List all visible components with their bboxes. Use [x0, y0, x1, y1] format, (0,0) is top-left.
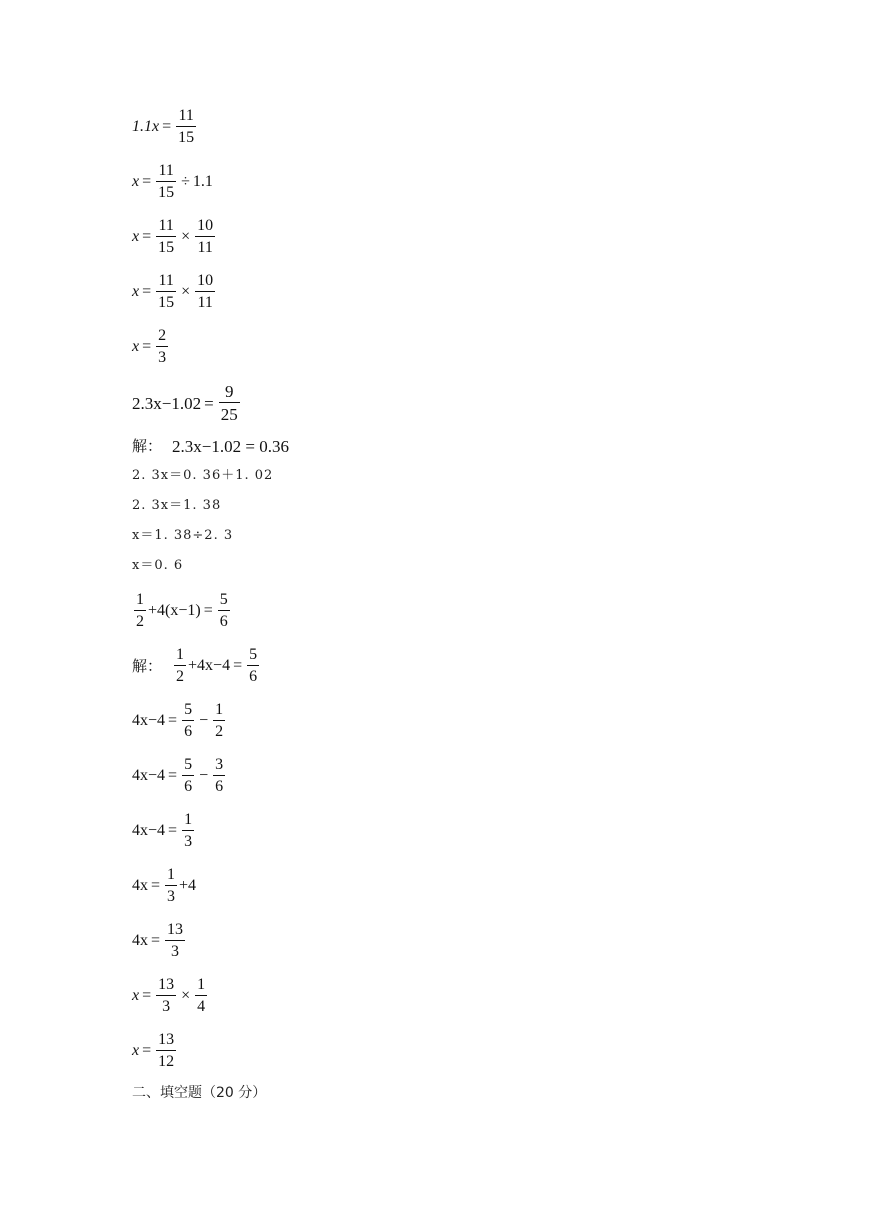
denominator: 6: [249, 668, 258, 685]
solution-label: 解：: [132, 656, 163, 675]
equation-step: [132, 867, 196, 905]
fraction: [182, 757, 194, 795]
fraction: [213, 702, 225, 740]
equation-step-2: [132, 163, 213, 201]
numerator: 13: [158, 976, 175, 993]
fraction: [219, 383, 240, 423]
fraction: [165, 867, 177, 905]
equation-problem-2: [132, 383, 242, 423]
denominator: 15: [158, 184, 175, 201]
denominator: 6: [184, 723, 193, 740]
fraction: [134, 592, 146, 630]
lhs: 4x−4: [132, 712, 166, 729]
plain-step-text: x＝0. 6: [132, 558, 184, 573]
numerator: 11: [158, 272, 174, 289]
numerator: 1: [215, 701, 224, 718]
numerator: 9: [224, 382, 234, 401]
numerator: 1: [184, 811, 193, 828]
section-heading-text: 二、填空题（20 分）: [132, 1085, 267, 1101]
numerator: 5: [184, 756, 193, 773]
solution-label: 解：: [132, 437, 163, 455]
equals-sign: =: [142, 228, 152, 245]
operand: 1.1: [192, 173, 213, 190]
equals-sign: =: [168, 712, 178, 729]
plain-step: [132, 469, 273, 482]
middle-term: +4(x−1): [148, 602, 201, 619]
lhs: 2.3x−1.02: [132, 393, 202, 413]
middle-term: +4x−4: [188, 657, 231, 674]
numerator: 5: [219, 591, 228, 608]
equation-step: [132, 977, 209, 1015]
section-heading: [132, 1086, 266, 1100]
numerator: 1: [176, 646, 185, 663]
denominator: 3: [167, 888, 176, 905]
lhs: 1.1x: [132, 118, 160, 135]
numerator: 11: [178, 107, 194, 124]
numerator: 1: [136, 591, 144, 608]
denominator: 2: [176, 668, 185, 685]
fraction: [174, 647, 186, 685]
equation-step: [132, 812, 196, 850]
equals-sign: =: [203, 602, 213, 619]
numerator: 1: [197, 976, 206, 993]
fraction: [182, 702, 194, 740]
operator: ×: [181, 987, 191, 1004]
variable-x: x: [132, 283, 140, 300]
equals-sign: =: [233, 657, 243, 674]
equation-step: [132, 757, 227, 795]
operator: −: [199, 767, 209, 784]
numerator: 11: [158, 162, 174, 179]
operator: −: [199, 712, 209, 729]
plain-step-text: 2. 3x＝0. 36＋1. 02: [132, 468, 274, 483]
denominator: 12: [158, 1053, 175, 1070]
variable-x: x: [132, 228, 140, 245]
equals-sign: =: [142, 1042, 152, 1059]
equation-step-1: [132, 108, 198, 146]
operator: ÷: [181, 173, 190, 190]
fraction: [176, 108, 196, 146]
equals-sign: =: [142, 987, 152, 1004]
lhs: 4x−4: [132, 822, 166, 839]
operand: +4: [179, 877, 197, 894]
fraction: [213, 757, 225, 795]
denominator: 4: [197, 998, 206, 1015]
numerator: 2: [158, 327, 167, 344]
denominator: 2: [215, 723, 224, 740]
plain-step-text: 2. 3x＝1. 38: [132, 498, 222, 513]
fraction: [165, 922, 185, 960]
denominator: 3: [158, 349, 167, 366]
solution-line: [132, 438, 289, 455]
lhs: 4x: [132, 932, 148, 949]
fraction: [195, 218, 215, 256]
equals-sign: =: [142, 283, 152, 300]
denominator: 11: [197, 239, 213, 256]
numerator: 13: [158, 1031, 175, 1048]
denominator: 11: [197, 294, 213, 311]
fraction: [156, 273, 176, 311]
equals-sign: =: [151, 932, 161, 949]
numerator: 10: [197, 217, 214, 234]
equals-sign: =: [168, 822, 178, 839]
numerator: 5: [249, 646, 258, 663]
equals-sign: =: [168, 767, 178, 784]
numerator: 1: [167, 866, 176, 883]
fraction: [156, 1032, 176, 1070]
fraction: [195, 977, 207, 1015]
denominator: 25: [220, 405, 238, 424]
numerator: 13: [167, 921, 184, 938]
fraction: [247, 647, 259, 685]
equals-sign: =: [204, 393, 214, 413]
plain-step: [132, 559, 183, 572]
plain-step: [132, 499, 221, 512]
denominator: 6: [215, 778, 224, 795]
denominator: 3: [162, 998, 171, 1015]
denominator: 6: [219, 613, 228, 630]
equation-step: [132, 702, 227, 740]
lhs: 4x−4: [132, 767, 166, 784]
equation-step-3: [132, 218, 217, 256]
variable-x: x: [132, 173, 140, 190]
equation-step: [132, 922, 187, 960]
numerator: 3: [215, 756, 224, 773]
equals-sign: =: [162, 118, 172, 135]
denominator: 3: [184, 833, 193, 850]
operator: ×: [181, 228, 191, 245]
numerator: 11: [158, 217, 174, 234]
equation-step: [132, 1032, 178, 1070]
denominator: 15: [158, 294, 175, 311]
fraction: [156, 328, 168, 366]
equals-sign: =: [151, 877, 161, 894]
denominator: 15: [178, 129, 195, 146]
denominator: 3: [171, 943, 180, 960]
fraction: [156, 163, 176, 201]
solution-line: [132, 647, 261, 685]
numerator: 5: [184, 701, 193, 718]
equation-step-5: [132, 328, 170, 366]
equals-sign: =: [142, 338, 152, 355]
expression: 2.3x−1.02 = 0.36: [172, 437, 289, 456]
variable-x: x: [132, 338, 140, 355]
equation-step-4: [132, 273, 217, 311]
equals-sign: =: [142, 173, 152, 190]
fraction: [182, 812, 194, 850]
fraction: [218, 592, 230, 630]
denominator: 2: [136, 613, 144, 630]
plain-step: [132, 529, 233, 542]
fraction: [195, 273, 215, 311]
fraction: [156, 218, 176, 256]
lhs: 4x: [132, 877, 148, 894]
numerator: 10: [197, 272, 214, 289]
denominator: 6: [184, 778, 193, 795]
equation-problem-3: [132, 592, 232, 630]
variable-x: x: [132, 987, 140, 1004]
operator: ×: [181, 283, 191, 300]
variable-x: x: [132, 1042, 140, 1059]
denominator: 15: [158, 239, 175, 256]
plain-step-text: x＝1. 38÷2. 3: [132, 528, 234, 543]
fraction: [156, 977, 176, 1015]
